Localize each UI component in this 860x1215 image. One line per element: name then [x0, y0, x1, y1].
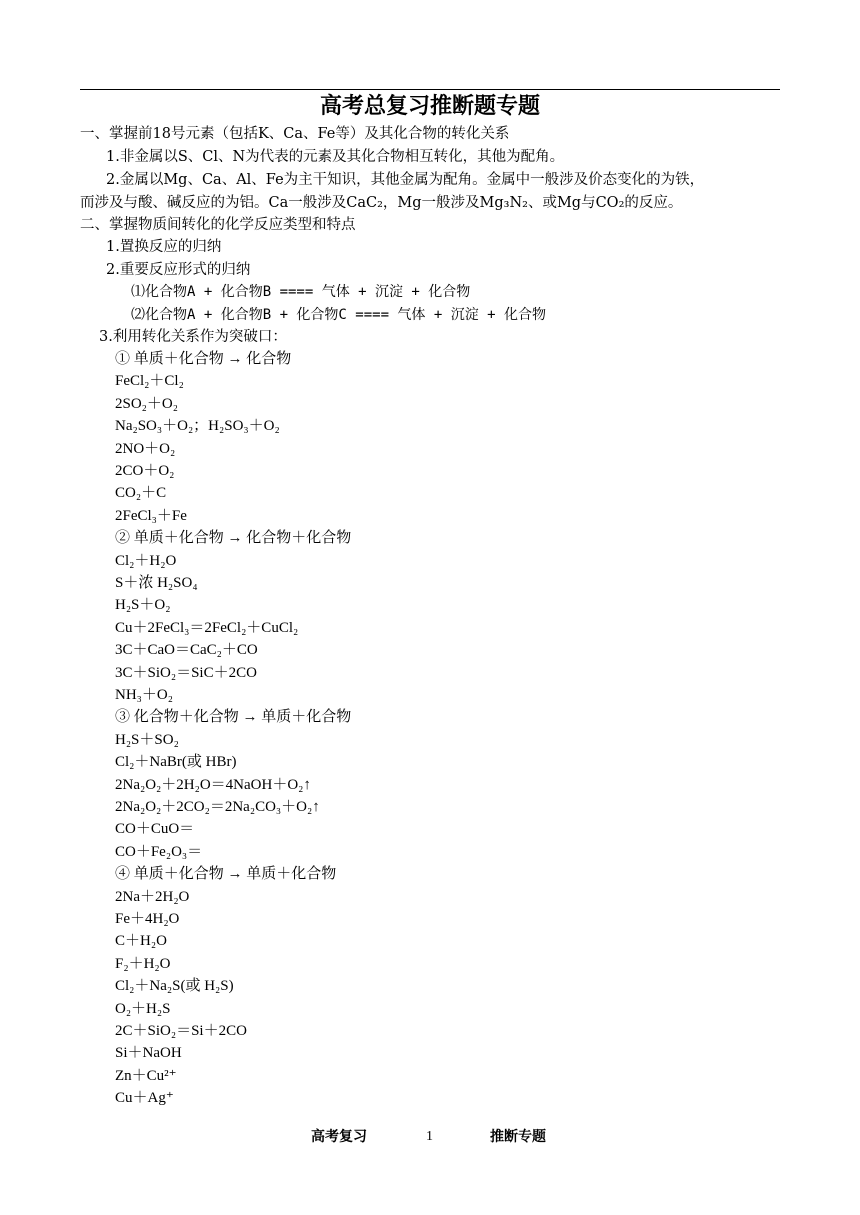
reaction-line: C＋H₂O [115, 933, 167, 950]
header-rule [80, 89, 780, 90]
section-2-item-1: 1.置换反应的归纳 [106, 239, 222, 255]
section-2-heading: 二、掌握物质间转化的化学反应类型和特点 [80, 217, 356, 233]
section-2-item-3: 3.利用转化关系作为突破口： [99, 329, 287, 345]
reaction-line: Fe＋4H₂O [115, 911, 180, 927]
page-title: 高考总复习推断题专题 [319, 93, 540, 119]
reaction-line: Cu＋Ag⁺ [115, 1090, 174, 1107]
reaction-line: Cu＋2FeCl₃＝2FeCl₂＋CuCl₂ [115, 619, 299, 636]
reaction-line: F₂＋H₂O [115, 955, 171, 972]
category-heading: ② 单质＋化合物 → 化合物＋化合物 [115, 530, 352, 547]
section-1-item-2b: 而涉及与酸、碱反应的为铝。Ca一般涉及CaC₂，Mg一般涉及Mg₃N₂、或Mg与CO₂的反应。 [80, 195, 683, 211]
reaction-line: Si＋NaOH [115, 1045, 182, 1062]
reaction-line: 2SO₂＋O₂ [115, 395, 178, 412]
reaction-line: FeCl₂＋Cl₂ [115, 373, 184, 390]
reaction-line: CO₂＋C [115, 485, 167, 502]
reaction-line: 2Na₂O₂＋2H₂O＝4NaOH＋O₂↑ [115, 776, 311, 793]
reaction-form-2: ⑵化合物A + 化合物B + 化合物C ==== 气体 + 沉淀 + 化合物 [131, 307, 547, 323]
reaction-line: Na₂SO₃＋O₂；H₂SO₃＋O₂ [115, 418, 280, 435]
reaction-line: 3C＋SiO₂＝SiC＋2CO [115, 664, 257, 681]
section-1-item-2a: 2.金属以Mg、Ca、Al、Fe为主干知识，其他金属为配角。金属中一般涉及价态变化的为铁， [106, 172, 705, 188]
reaction-line: 2CO＋O₂ [115, 463, 175, 479]
footer-left: 高考复习 [311, 1129, 367, 1145]
reaction-line: 2C＋SiO₂＝Si＋2CO [115, 1023, 247, 1039]
reaction-line: 2NO＋O₂ [115, 440, 176, 457]
reaction-line: 2Na₂O₂＋2CO₂＝2Na₂CO₃＋O₂↑ [115, 799, 320, 815]
section-1-item-1: 1.非金属以S、Cl、N为代表的元素及其化合物相互转化，其他为配角。 [106, 149, 565, 165]
reaction-line: 2Na＋2H₂O [115, 888, 190, 905]
reaction-line: NH₃＋O₂ [115, 687, 173, 703]
footer-right: 推断专题 [490, 1129, 546, 1145]
section-1-heading: 一、掌握前18号元素（包括K、Ca、Fe等）及其化合物的转化关系 [80, 126, 510, 142]
reaction-line: Cl₂＋H₂O [115, 552, 177, 569]
category-heading: ④ 单质＋化合物 → 单质＋化合物 [115, 866, 337, 883]
reaction-line: S＋浓 H₂SO₄ [115, 575, 198, 591]
category-heading: ① 单质＋化合物 → 化合物 [115, 351, 292, 367]
reaction-line: O₂＋H₂S [115, 1000, 171, 1017]
page-number: 1 [426, 1129, 433, 1144]
reaction-line: H₂S＋SO₂ [115, 731, 179, 748]
reaction-line: Zn＋Cu²⁺ [115, 1067, 177, 1084]
reaction-line: H₂S＋O₂ [115, 597, 171, 614]
reaction-line: Cl₂＋NaBr(或 HBr) [115, 754, 237, 771]
reaction-line: CO＋Fe₂O₃＝ [115, 843, 203, 860]
reaction-line: 3C＋CaO＝CaC₂＋CO [115, 642, 258, 659]
category-heading: ③ 化合物＋化合物 → 单质＋化合物 [115, 709, 352, 726]
reaction-form-1: ⑴化合物A + 化合物B ==== 气体 + 沉淀 + 化合物 [131, 284, 471, 300]
section-2-item-2: 2.重要反应形式的归纳 [106, 262, 251, 278]
reaction-line: CO＋CuO＝ [115, 821, 195, 838]
reaction-line: Cl₂＋Na₂S(或 H₂S) [115, 978, 234, 995]
reaction-line: 2FeCl₃＋Fe [115, 507, 187, 524]
